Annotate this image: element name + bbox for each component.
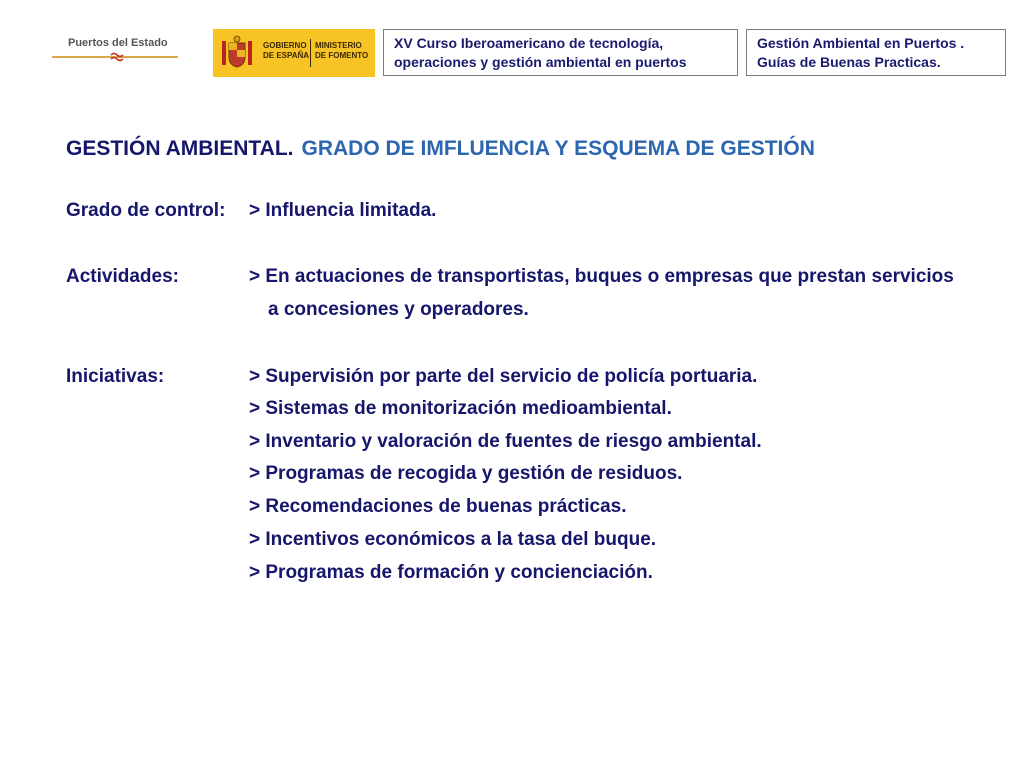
logo-divider <box>310 39 311 67</box>
iniciativa-item: > Inventario y valoración de fuentes de riesgo ambiental. <box>249 431 762 452</box>
puertos-logo-text: Puertos del Estado <box>68 37 168 49</box>
iniciativa-item: > Incentivos económicos a la tasa del buque. <box>249 529 657 550</box>
slide-title <box>66 137 815 161</box>
gobierno-espana-logo <box>213 29 375 77</box>
course-title-line-1: XV Curso Iberoamericano de tecnología, <box>394 35 664 51</box>
gobierno-text: GOBIERNO DE ESPAÑA <box>263 41 310 60</box>
spain-coat-of-arms-icon <box>219 35 255 71</box>
iniciativa-item: > Programas de recogida y gestión de residuos. <box>249 463 683 484</box>
actividades-item-continuation: a concesiones y operadores. <box>268 299 529 320</box>
slide-title-accent: GRADO DE IMFLUENCIA Y ESQUEMA DE GESTIÓN <box>301 137 815 160</box>
iniciativa-item: > Supervisión por parte del servicio de policía portuaria. <box>249 366 758 387</box>
iniciativa-item: > Sistemas de monitorización medioambiental. <box>249 398 672 419</box>
course-title-line-2: operaciones y gestión ambiental en puertos <box>394 54 687 70</box>
actividades-label: Actividades: <box>66 266 179 287</box>
slide-title-main: GESTIÓN AMBIENTAL. <box>66 137 294 160</box>
topic-title-line-1: Gestión Ambiental en Puertos . <box>757 35 965 51</box>
iniciativa-item: > Programas de formación y concienciación. <box>249 562 653 583</box>
control-label: Grado de control: <box>66 200 226 221</box>
iniciativa-item: > Recomendaciones de buenas prácticas. <box>249 496 627 517</box>
control-item: > Influencia limitada. <box>249 200 437 221</box>
topic-title-line-2: Guías de Buenas Practicas. <box>757 54 941 70</box>
course-title-box <box>383 29 738 76</box>
puertos-del-estado-logo <box>52 34 178 70</box>
ministerio-text: MINISTERIO DE FOMENTO <box>315 41 369 60</box>
actividades-item: > En actuaciones de transportistas, buques o empresas que prestan servicios <box>249 266 954 287</box>
topic-title-box <box>746 29 1006 76</box>
puertos-wave-icon <box>110 50 124 64</box>
iniciativas-label: Iniciativas: <box>66 366 165 387</box>
